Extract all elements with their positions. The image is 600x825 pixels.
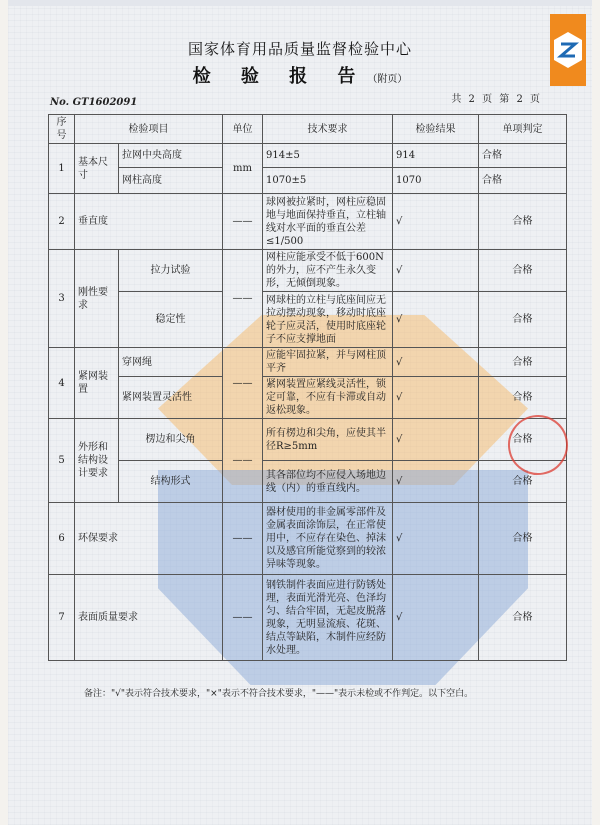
row-result: √ <box>393 503 479 575</box>
table-row <box>49 292 567 348</box>
row-item: 紧网装置 <box>75 348 119 419</box>
row-no: 5 <box>49 419 75 503</box>
table-row <box>49 348 567 377</box>
row-judgement: 合格 <box>479 168 567 194</box>
footnote: 备注："√"表示符合技术要求，"×"表示不符合技术要求，"——"表示未检或不作判定。以下空白。 <box>84 689 474 699</box>
row-no: 6 <box>49 503 75 575</box>
row-result: √ <box>393 194 479 250</box>
col-header-no: 序号 <box>49 115 75 144</box>
row-requirement: 钢铁制件表面应进行防锈处理，表面光滑光亮、色泽均匀、结合牢固，无起皮脱落现象，无明显流痕、花斑、结点等缺陷，木制件应经防水处理。 <box>263 575 393 661</box>
row-judgement: 合格 <box>479 419 567 461</box>
row-subitem: 网柱高度 <box>119 168 223 194</box>
report-title <box>8 62 592 88</box>
row-no: 7 <box>49 575 75 661</box>
row-judgement: 合格 <box>479 461 567 503</box>
table-row <box>49 377 567 419</box>
col-header-unit: 单位 <box>223 115 263 144</box>
row-unit: mm <box>223 144 263 194</box>
table-row <box>49 575 567 661</box>
row-no: 3 <box>49 250 75 348</box>
report-page <box>8 0 592 825</box>
table-row <box>49 194 567 250</box>
row-item: 刚性要求 <box>75 250 119 348</box>
report-title-sub: （附页） <box>367 74 408 85</box>
table-row <box>49 168 567 194</box>
row-no: 4 <box>49 348 75 419</box>
row-judgement: 合格 <box>479 144 567 168</box>
row-unit: —— <box>223 348 263 419</box>
row-subitem: 拉力试验 <box>119 250 223 292</box>
row-result: √ <box>393 461 479 503</box>
row-judgement: 合格 <box>479 348 567 377</box>
row-requirement: 应能牢固拉紧，并与网柱顶平齐 <box>263 348 393 377</box>
row-unit: —— <box>223 419 263 503</box>
row-judgement: 合格 <box>479 292 567 348</box>
col-header-result: 检验结果 <box>393 115 479 144</box>
row-requirement: 紧网装置应紧线灵活性，锁定可靠，不应有卡滞或自动返松现象。 <box>263 377 393 419</box>
row-requirement: 器材使用的非金属零部件及金属表面涂饰层，在正常使用中，不应存在染色、掉沫以及感官所能觉察到的较浓异味等现象。 <box>263 503 393 575</box>
row-judgement: 合格 <box>479 575 567 661</box>
col-header-requirement: 技术要求 <box>263 115 393 144</box>
row-subitem: 楞边和尖角 <box>119 419 223 461</box>
row-result: √ <box>393 419 479 461</box>
row-requirement: 所有楞边和尖角，应使其半径R≥5mm <box>263 419 393 461</box>
row-requirement: 网柱应能承受不低于600N的外力，应不产生永久变形，无倾倒现象。 <box>263 250 393 292</box>
row-subitem: 结构形式 <box>119 461 223 503</box>
table-row <box>49 419 567 461</box>
row-judgement: 合格 <box>479 250 567 292</box>
row-result: 1070 <box>393 168 479 194</box>
row-unit: —— <box>223 575 263 661</box>
col-header-item: 检验项目 <box>75 115 223 144</box>
table-row <box>49 144 567 168</box>
row-unit: —— <box>223 503 263 575</box>
row-requirement: 网球柱的立柱与底座间应无拉动摆动现象，移动时底座轮子应灵活，使用时底座轮子不应支撑地面 <box>263 292 393 348</box>
row-no: 1 <box>49 144 75 194</box>
row-result: √ <box>393 250 479 292</box>
report-number: No. GT1602091 <box>50 97 138 108</box>
row-item: 基本尺寸 <box>75 144 119 194</box>
row-requirement: 球网被拉紧时，网柱应稳固地与地面保持垂直，立柱轴线对水平面的垂直公差≤1/500 <box>263 194 393 250</box>
table-header-row <box>49 115 567 144</box>
row-item: 外形和结构设计要求 <box>75 419 119 503</box>
row-result: √ <box>393 292 479 348</box>
row-item: 表面质量要求 <box>75 575 223 661</box>
top-band <box>8 0 592 6</box>
row-result: √ <box>393 348 479 377</box>
row-requirement: 914±5 <box>263 144 393 168</box>
row-result: √ <box>393 377 479 419</box>
table-row <box>49 461 567 503</box>
col-header-judgement: 单项判定 <box>479 115 567 144</box>
org-name: 国家体育用品质量监督检验中心 <box>187 40 412 58</box>
row-requirement: 1070±5 <box>263 168 393 194</box>
page-count: 共 2 页 第 2 页 <box>451 94 542 105</box>
row-judgement: 合格 <box>479 503 567 575</box>
inspection-table <box>48 114 567 661</box>
row-result: √ <box>393 575 479 661</box>
row-no: 2 <box>49 194 75 250</box>
row-item: 垂直度 <box>75 194 223 250</box>
row-result: 914 <box>393 144 479 168</box>
row-subitem: 稳定性 <box>119 292 223 348</box>
table-row <box>49 250 567 292</box>
row-unit: —— <box>223 250 263 348</box>
row-requirement: 其各部位均不应侵入场地边线（内）的垂直线内。 <box>263 461 393 503</box>
row-unit: —— <box>223 194 263 250</box>
row-judgement: 合格 <box>479 377 567 419</box>
row-subitem: 紧网装置灵活性 <box>119 377 223 419</box>
row-subitem: 穿网绳 <box>119 348 223 377</box>
row-item: 环保要求 <box>75 503 223 575</box>
row-judgement: 合格 <box>479 194 567 250</box>
report-title-text: 检 验 报 告 <box>192 66 368 87</box>
table-row <box>49 503 567 575</box>
row-subitem: 拉网中央高度 <box>119 144 223 168</box>
